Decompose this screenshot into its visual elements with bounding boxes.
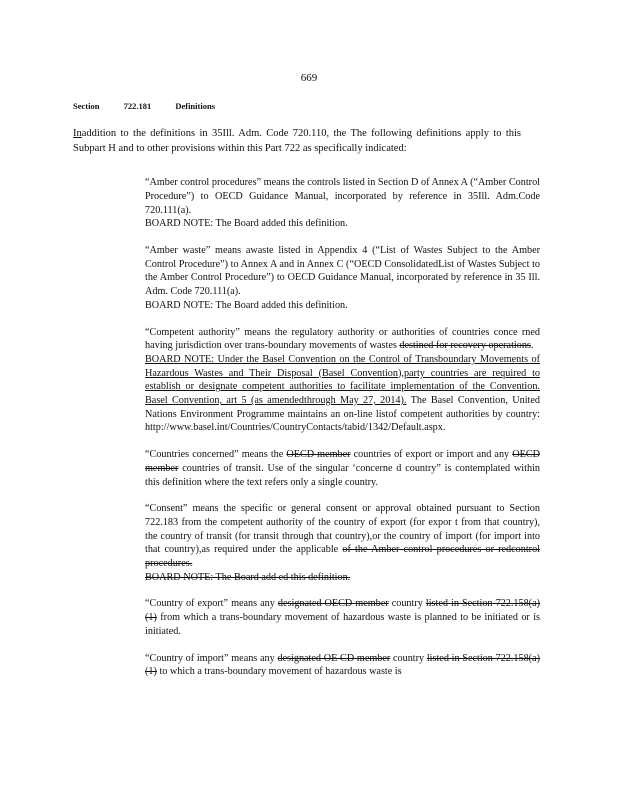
definition-text: countries of transit. Use of the singular ‘concerne d country” is contemplated within this definition where the text refers only a single country. bbox=[145, 462, 540, 488]
definition-text: designated OECD member bbox=[277, 598, 389, 610]
definitions-list bbox=[145, 166, 540, 692]
definition-text: “Consent” means the specific or general consent or approval obtained pursuant to Section 722.183 from the competent authority of the country of export (for expor t from that country), the country of transit (for transit through that country),or the country of import (for import into that country),as required under the applicable bbox=[145, 503, 540, 556]
section-number: 722.181 bbox=[123, 101, 152, 111]
definition-text: “Country of import” means any bbox=[145, 652, 278, 664]
definition-text: BOARD NOTE: The Board added this definition. bbox=[145, 218, 348, 230]
definition bbox=[145, 326, 540, 436]
definition-text: “Competent authority” means the regulatory authority or authorities of countries conce rned having jurisdiction over trans-boundary movements of wastes bbox=[145, 326, 540, 352]
definition-text: . bbox=[530, 340, 534, 352]
definition-text: “Amber control procedures” means the controls listed in Section D of Annex A (“Amber Control Procedure”) to OECD Guidance Manual, incorporated by reference in 35Ill. Adm.Code 720.111(a). bbox=[145, 177, 540, 216]
intro-paragraph bbox=[73, 127, 521, 156]
section-heading bbox=[73, 101, 237, 111]
page-number: 669 bbox=[300, 72, 318, 84]
section-title: Definitions bbox=[175, 101, 215, 111]
definition-text: BOARD NOTE: The Board added this definition. bbox=[145, 299, 348, 311]
intro-text: addition to the definitions in 35Ill. Adm. Code 720.110, the The following definitions apply to this Subpart H and to other provisions within this Part 722 as specifically indicated: bbox=[73, 128, 521, 154]
definition-text: countries of export or import and any bbox=[350, 449, 513, 461]
definition-text: OECD member bbox=[145, 449, 540, 474]
definition-text: of the Amber control procedures or redcontrol procedures. bbox=[145, 544, 541, 570]
definition-text: BOARD NOTE: The Board add ed this definition. bbox=[145, 571, 351, 583]
definition bbox=[145, 502, 540, 584]
definition-text: listed in Section 722.158(a)(1) bbox=[145, 652, 540, 678]
definition-text: “Amber waste” means awaste listed in Appendix 4 (“List of Wastes Subject to the Amber Control Procedure”) to Annex A and in Annex C (“OECD ConsolidatedList of Wastes Subject to the Amber Control Procedure”) to OECD Guidance Manual, incorporated by reference in 35 Ill. Adm. Code 720.111(a). bbox=[145, 245, 540, 298]
definition-text: listed in Section 722.158(a)(1) bbox=[145, 598, 540, 624]
definition-text: to which a trans-boundary movement of hazardous waste is bbox=[156, 666, 402, 678]
definition-text: BOARD NOTE: Under the Basel Convention on the Control of Transboundary Movements of Hazardous Wastes and Their Disposal (Basel Convention),party countries are required to establish or designate competent authorities to facilitate implementation of the Convention. Basel Convention, art 5 (as amendedthrough May 27, 2014). bbox=[145, 353, 540, 407]
definition-text: The Basel Convention, United Nations Environment Programme maintains an on-line listof competent authorities by country: http://www.basel.int/Countries/CountryContacts/tabid/1342/Default.aspx. bbox=[145, 395, 540, 434]
definition-text: designated OE CD member bbox=[277, 652, 391, 664]
definition-text: OECD member bbox=[286, 449, 351, 461]
definition bbox=[145, 597, 540, 638]
definition-text: country bbox=[390, 652, 427, 664]
definition bbox=[145, 176, 540, 231]
definition bbox=[145, 448, 540, 489]
definition bbox=[145, 652, 540, 679]
intro-underlined: In bbox=[73, 128, 82, 139]
definition-text: “Country of export” means any bbox=[145, 598, 278, 610]
definition-text: destined for recovery operations bbox=[399, 340, 531, 352]
section-label: Section bbox=[73, 101, 100, 111]
definition-text: “Countries concerned” means the bbox=[145, 449, 287, 461]
definition-text: from which a trans-boundary movement of hazardous waste is planned to be initiated or is initiated. bbox=[145, 612, 540, 637]
definition-text: country bbox=[388, 598, 426, 610]
definition bbox=[145, 244, 540, 313]
